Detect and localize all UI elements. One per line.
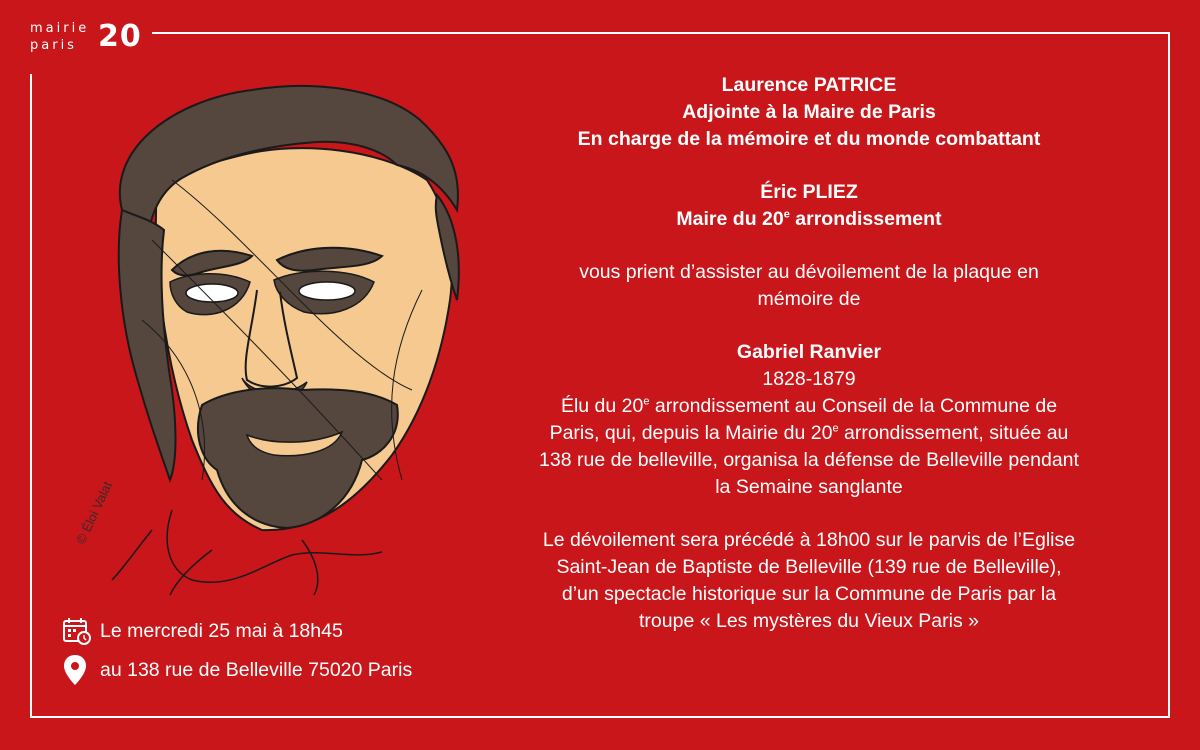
logo-words (30, 20, 89, 54)
prelude-line-1: Le dévoilement sera précédé à 18h00 sur le parvis de l’Eglise (542, 529, 1076, 551)
frame-right-line (1168, 32, 1170, 718)
event-date-text: Le mercredi 25 mai à 18h45 (100, 620, 343, 642)
honoree-name: Gabriel Ranvier (736, 341, 882, 363)
bio-line-2: Paris, qui, depuis la Mairie du 20e arrondissement, située au (549, 422, 1069, 444)
eye-left (186, 284, 238, 302)
location-pin-icon (62, 654, 92, 686)
host1-name: Laurence PATRICE (721, 74, 897, 96)
prelude-line-3: d’un spectacle historique sur la Commune de Paris par la (561, 583, 1057, 605)
logo-line-paris: paris (30, 38, 77, 53)
host1-role: Adjointe à la Maire de Paris (682, 101, 936, 123)
logo-number: 20 (98, 19, 142, 54)
frame-top-line (152, 32, 1170, 34)
bio-line-4: la Semaine sanglante (715, 476, 903, 498)
invite-line-2: mémoire de (757, 288, 861, 310)
event-date (62, 616, 343, 646)
event-place-text: au 138 rue de Belleville 75020 Paris (100, 659, 413, 681)
logo-line-mairie: mairie (30, 21, 90, 36)
portrait-illustration (52, 60, 472, 605)
invite-line-1: vous prient d’assister au dévoilement de la plaque en (579, 261, 1039, 283)
prelude-line-2: Saint-Jean de Baptiste de Belleville (139 rue de Belleville), (556, 556, 1062, 578)
calendar-clock-icon (62, 616, 92, 646)
bio-line-3: 138 rue de belleville, organisa la défense de Belleville pendant (539, 449, 1079, 471)
frame-left-line (30, 74, 32, 718)
bio-line-1: Élu du 20e arrondissement au Conseil de la Commune de (560, 395, 1058, 417)
prelude-line-4: troupe « Les mystères du Vieux Paris » (639, 610, 979, 632)
event-place (62, 654, 412, 686)
host2-role: Maire du 20e arrondissement (676, 208, 942, 230)
host1-charge: En charge de la mémoire et du monde combattant (577, 128, 1041, 150)
illustration-credit: © Éloi Valat (73, 479, 116, 547)
honoree-dates: 1828-1879 (762, 368, 856, 390)
invitation-text (468, 72, 1150, 635)
host2-name: Éric PLIEZ (760, 181, 858, 203)
eye-right (299, 282, 355, 300)
frame-bottom-line (30, 716, 1170, 718)
